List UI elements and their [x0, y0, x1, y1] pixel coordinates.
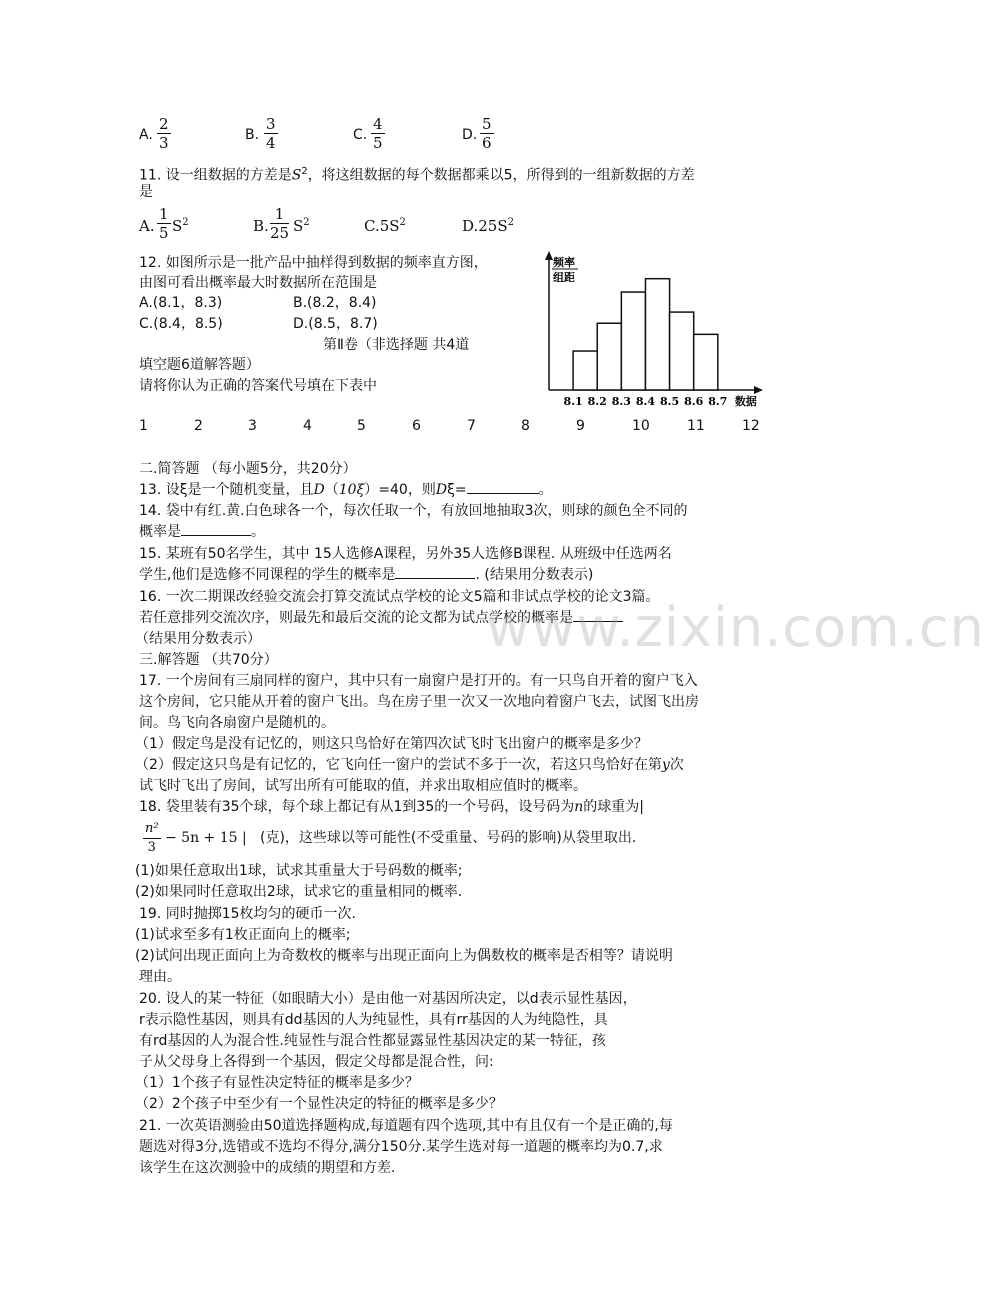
q19-part1: (1)试求至多有1枚正面向上的概率; — [135, 927, 351, 943]
q12-option-d: D.(8.5，8.7) — [293, 316, 378, 332]
q18-expression: − 5n + 15 | — [165, 830, 247, 846]
q14-answer-blank[interactable] — [181, 535, 251, 536]
answer-number: 7 — [467, 418, 476, 434]
histogram-bar — [573, 351, 597, 390]
q11-variance-symbol: S — [291, 167, 302, 184]
answer-number: 9 — [576, 418, 585, 434]
q18-part2: (2)如果同时任意取出2球，试求它的重量相同的概率. — [135, 884, 463, 900]
answer-number: 5 — [357, 418, 366, 434]
q20-line2: r表示隐性基因，则具有dd基因的人为纯显性，具有rr基因的人为纯隐性，具 — [139, 1012, 608, 1028]
watermark-text: www.zixin.com.cn — [486, 596, 985, 659]
q19-part2-line2: 理由。 — [139, 969, 181, 985]
histogram-bar — [694, 334, 718, 390]
q10-option-b-fraction: $\frac{3}{4}$ — [266, 115, 276, 152]
y-label-bottom: 组距 — [553, 271, 575, 284]
q15-line1: 15. 某班有50名学生，其中 15人选修A课程，另外35人选修B课程. 从班级中任选两名 — [139, 546, 672, 562]
q17-part2-line2: 试飞时飞出了房间，试写出所有可能取的值，并求出取相应值时的概率。 — [139, 778, 587, 794]
q17-line3: 间。鸟飞向各扇窗户是随机的。 — [139, 715, 335, 731]
y-axis-arrow — [545, 251, 553, 260]
q20-line4: 子从父母身上各得到一个基因，假定父母都是混合性，问: — [139, 1054, 494, 1070]
q11-option-c: $C.5S^2$ — [364, 217, 406, 235]
q18-part1: (1)如果任意取出1球，试求其重量大于号码数的概率; — [135, 863, 463, 879]
q17-line2: 这个房间，它只能从开着的窗户飞出。鸟在房子里一次又一次地向着窗户飞去，试图飞出房 — [139, 694, 699, 710]
histogram-bar — [645, 279, 669, 390]
q17-line1: 17. 一个房间有三扇同样的窗户，其中只有一扇窗户是打开的。有一只鸟自开着的窗户飞入 — [139, 673, 698, 689]
q11-option-a-fraction: $\frac{1}{5}$ — [159, 205, 169, 242]
q10-option-c-letter: C. — [353, 127, 368, 143]
q14-line1: 14. 袋中有红.黄.白色球各一个，每次任取一个，有放回地抽取3次，则球的颜色全不同的 — [139, 503, 688, 519]
answer-number: 2 — [194, 418, 203, 434]
q11-option-b-tail: $S^2$ — [293, 217, 310, 235]
q11-option-a-tail: $S^2$ — [172, 217, 189, 235]
q10-option-b-letter: B. — [245, 127, 260, 143]
x-tick-label: 8.6 — [684, 395, 704, 408]
part2-title: 二.简答题 （每小题5分，共20分） — [139, 461, 357, 477]
q17-part1: （1）假定鸟是没有记忆的，则这只鸟恰好在第四次试飞时飞出窗户的概率是多少？ — [135, 736, 648, 752]
q18-fraction: $\frac{\text{n²}}{3}$ — [145, 821, 159, 855]
answer-number: 11 — [687, 418, 705, 434]
answer-number: 3 — [248, 418, 257, 434]
answer-number: 4 — [303, 418, 312, 434]
x-tick-label: 8.1 — [563, 395, 583, 408]
q16-line2: 若任意排列交流次序，则最先和最后交流的论文都为试点学校的概率是 — [139, 609, 623, 627]
x-tick-label: 8.5 — [660, 395, 680, 408]
histogram-bar — [670, 312, 694, 390]
part3-title: 三.解答题 （共70分） — [139, 652, 278, 668]
x-tick-label: 8.7 — [708, 395, 728, 408]
x-tick-label: 8.4 — [635, 395, 656, 408]
answer-number: 12 — [742, 418, 760, 434]
q20-line1: 20. 设人的某一特征（如眼睛大小）是由他一对基因所决定，以d表示显性基因， — [139, 991, 637, 1007]
q12-option-c: C.(8.4，8.5) — [139, 316, 223, 332]
q10-option-a-fraction: $\frac{2}{3}$ — [159, 115, 169, 152]
q19-part2: (2)试问出现正面向上为奇数枚的概率与出现正面向上为偶数枚的概率是否相等？请说明 — [135, 948, 673, 964]
answer-number: 8 — [521, 418, 530, 434]
section2-header-line3: 请将你认为正确的答案代号填在下表中 — [139, 378, 377, 394]
q13-answer-blank[interactable] — [467, 493, 539, 494]
answer-number: 1 — [139, 418, 148, 434]
q20-part2: （2）2个孩子中至少有一个显性决定的特征的概率是多少？ — [135, 1096, 503, 1112]
q11-option-d: $D.25S^2$ — [462, 217, 515, 235]
q16-line3: （结果用分数表示） — [135, 631, 261, 647]
section2-header-line2: 填空题6道解答题） — [139, 357, 260, 373]
q14-line2: 概率是 。 — [139, 524, 265, 540]
q16-line1: 16. 一次二期课改经验交流会打算交流试点学校的论文5篇和非试点学校的论文3篇。 — [139, 589, 660, 605]
q13: 13. 设ξ是一个随机变量，且D（10ξ）=40，则Dξ= 。 — [139, 482, 553, 498]
q10-option-d-fraction: $\frac{5}{6}$ — [482, 115, 492, 152]
section2-header-line1: 第Ⅱ卷（非选择题 共4道 — [323, 337, 470, 353]
q11-stem-line2: 是 — [139, 184, 153, 200]
q15-answer-blank[interactable] — [395, 578, 475, 579]
x-axis-arrow — [754, 386, 763, 394]
q12-option-b: B.(8.2，8.4) — [293, 295, 377, 311]
histogram-bar — [621, 292, 645, 390]
q19-line1: 19. 同时抛掷15枚均匀的硬币一次. — [139, 906, 356, 922]
q12-stem: 12. 如图所示是一批产品中抽样得到数据的频率直方图， — [139, 255, 488, 271]
x-axis-label: 数据 — [734, 395, 757, 408]
q15-line2: 学生,他们是选修不同课程的学生的概率是 . (结果用分数表示) — [139, 567, 594, 583]
q11-option-b-fraction: $\frac{1}{25}$ — [270, 205, 290, 242]
q10-option-d-letter: D. — [462, 127, 478, 143]
q11-stem: 11. 设一组数据的方差是$S^2$，将这组数据的每个数据都乘以5，所得到的一组新数据的方差 — [139, 166, 695, 184]
q10-option-a-letter: A. — [139, 127, 153, 143]
q18-line1: 18. 袋里装有35个球，每个球上都记有从1到35的一个号码，设号码为n的球重为| — [139, 799, 644, 815]
histogram-bar — [597, 323, 621, 390]
q17-part2: （2）假定这只鸟是有记忆的，它飞向任一窗户的尝试不多于一次，若这只鸟恰好在第y次 — [135, 757, 684, 773]
q21-line2: 题选对得3分,选错或不选均不得分,满分150分.某学生选对每一道题的概率均为0.7,求 — [139, 1139, 663, 1155]
q11-option-a-letter: A. — [139, 217, 155, 235]
q20-line3: 有rd基因的人为混合性.纯显性与混合性都显露显性基因决定的某一特征，孩 — [139, 1033, 606, 1049]
histogram-marks — [545, 251, 763, 408]
q11-option-b-letter: B. — [253, 217, 269, 235]
q12-option-a: A.(8.1，8.3) — [139, 295, 223, 311]
q18-line2: (克)，这些球以等可能性(不受重量、号码的影响)从袋里取出. — [260, 830, 637, 846]
histogram-chart — [535, 248, 765, 418]
answer-number: 10 — [632, 418, 650, 434]
q10-option-c-fraction: $\frac{4}{5}$ — [373, 115, 383, 152]
q12-stem-line2: 由图可看出概率最大时数据所在范围是 — [139, 275, 377, 291]
y-label-top: 频率 — [553, 256, 575, 269]
x-tick-label: 8.2 — [587, 395, 607, 408]
answer-number: 6 — [412, 418, 421, 434]
q21-line1: 21. 一次英语测验由50道选择题构成,每道题有四个选项,其中有且仅有一个是正确的,每 — [139, 1118, 673, 1134]
q20-part1: （1）1个孩子有显性决定特征的概率是多少？ — [135, 1075, 419, 1091]
q21-line3: 该学生在这次测验中的成绩的期望和方差. — [139, 1160, 396, 1176]
x-tick-label: 8.3 — [611, 395, 631, 408]
